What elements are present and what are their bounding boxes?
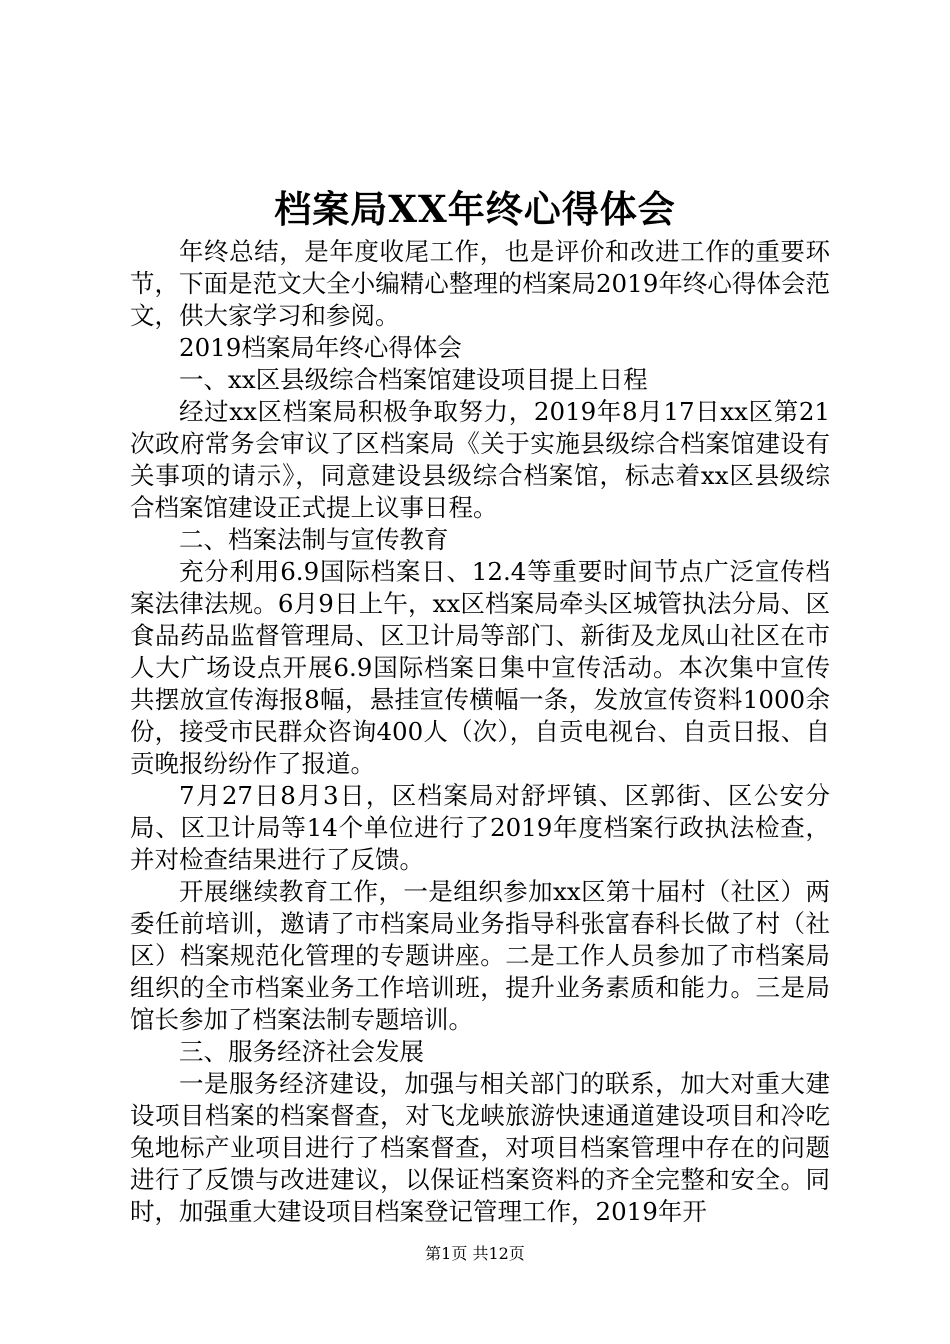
paragraph-section-2c: 开展继续教育工作，一是组织参加xx区第十届村（社区）两委任前培训，邀请了市档案局业务指导科张富春科长做了村（社区）档案规范化管理的专题讲座。二是工作人员参加了市档案局组织的全市档案业务工作培训班，提升业务素质和能力。三是局馆长参加了档案法制专题培训。 [130, 877, 830, 1034]
section-heading-2: 二、档案法制与宣传教育 [179, 525, 449, 554]
page-footer: 第1页 共12页 [425, 1244, 525, 1263]
section-heading-1: 一、xx区县级综合档案馆建设项目提上日程 [179, 365, 648, 394]
paragraph-section-1: 经过xx区档案局积极争取努力，2019年8月17日xx区第21次政府常务会审议了区档案局《关于实施县级综合档案馆建设有关事项的请示》，同意建设县级综合档案馆，标志着xx区县级综合档案馆建设正式提上议事日程。 [130, 397, 830, 522]
paragraph-section-2b: 7月27日8月3日，区档案局对舒坪镇、区郭街、区公安分局、区卫计局等14个单位进行了2019年度档案行政执法检查，并对检查结果进行了反馈。 [130, 781, 830, 874]
paragraph-subtitle: 2019档案局年终心得体会 [179, 333, 462, 362]
document-title: 档案局XX年终心得体会 [274, 187, 676, 231]
section-heading-3: 三、服务经济社会发展 [179, 1037, 424, 1066]
paragraph-section-2a: 充分利用6.9国际档案日、12.4等重要时间节点广泛宣传档案法律法规。6月9日上午，xx区档案局牵头区城管执法分局、区食品药品监督管理局、区卫计局等部门、新街及龙凤山社区在市人大广场设点开展6.9国际档案日集中宣传活动。本次集中宣传共摆放宣传海报8幅，悬挂宣传横幅一条，发放宣传资料1000余份，接受市民群众咨询400人（次），自贡电视台、自贡日报、自贡晚报纷纷作了报道。 [130, 557, 830, 778]
paragraph-intro: 年终总结，是年度收尾工作，也是评价和改进工作的重要环节，下面是范文大全小编精心整理的档案局2019年终心得体会范文，供大家学习和参阅。 [130, 237, 830, 330]
paragraph-section-3: 一是服务经济建设，加强与相关部门的联系，加大对重大建设项目档案的档案督查，对飞龙峡旅游快速通道建设项目和冷吃兔地标产业项目进行了档案督查，对项目档案管理中存在的问题进行了反馈与改进建议，以保证档案资料的齐全完整和安全。同时，加强重大建设项目档案登记管理工作，2019年开 [130, 1069, 830, 1226]
document-body [130, 236, 830, 1228]
